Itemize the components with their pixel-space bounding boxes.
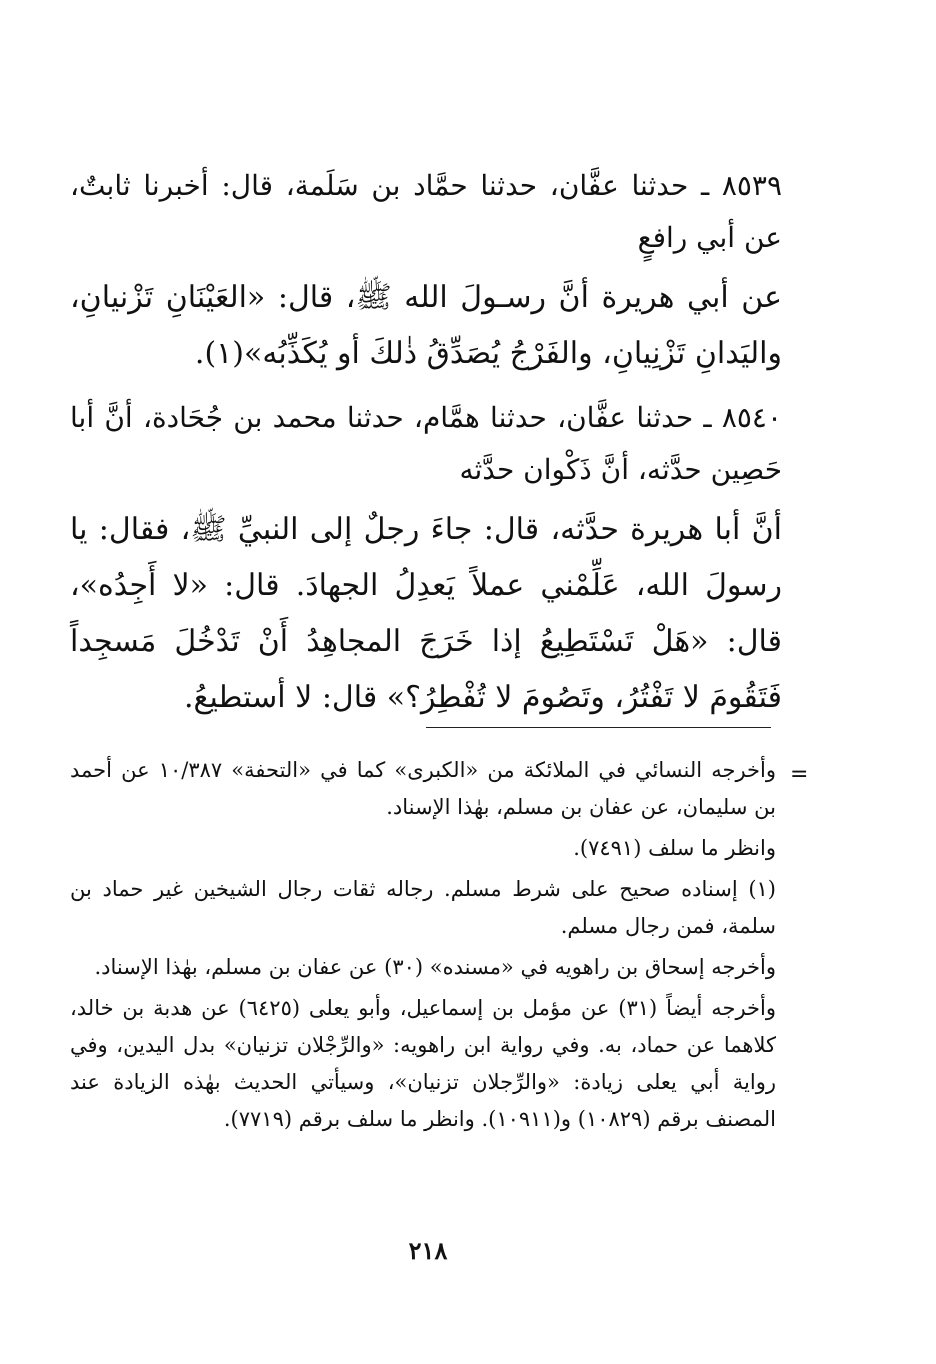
main-text xyxy=(70,160,782,736)
footnote-paragraph: وأخرجه النسائي في الملائكة من «الكبرى» كما في «التحفة» ١٠/٣٨٧ عن أحمد بن سليمان، عن عفان بن مسلم، بهٰذا الإسناد. xyxy=(70,758,776,819)
footnote-paragraph: وانظر ما سلف (٧٤٩١). xyxy=(573,836,776,860)
footnote-continuation-mark: = xyxy=(790,762,809,787)
hadith-8539-isnad: ٨٥٣٩ ـ حدثنا عفَّان، حدثنا حمَّاد بن سَلَمة، قال: أخبرنا ثابتٌ، عن أبي رافعٍ xyxy=(70,169,782,254)
footnote-divider xyxy=(426,727,771,728)
hadith-8540-isnad: ٨٥٤٠ ـ حدثنا عفَّان، حدثنا همَّام، حدثنا محمد بن جُحَادة، أنَّ أبا حَصِين حدَّثه، أنَّ ذَكْوان حدَّثه xyxy=(70,401,782,486)
footnote-paragraph: وأخرجه أيضاً (٣١) عن مؤمل بن إسماعيل، وأبو يعلى (٦٤٢٥) عن هدبة بن خالد، كلاهما عن حماد، به. وفي رواية ابن راهويه: «والرِّجْلان تزنيان» بدل اليدين، وفي رواية أبي يعلى زيادة: «والرِّجلان تزنيان»، وسيأتي الحديث بهٰذه الزيادة عند المصنف برقم (١٠٨٢٩) و(١٠٩١١). وانظر ما سلف برقم (٧٧١٩). xyxy=(70,996,777,1131)
hadith-8540-matn: أنَّ أبا هريرة حدَّثه، قال: جاءَ رجلٌ إلى النبيِّ ﷺ، فقال: يا رسولَ الله، عَلِّمْني عملاً يَعدِلُ الجهادَ. قال: «لا أَجِدُه»، قال: «هَلْ تَسْتَطِيعُ إذا خَرَجَ المجاهِدُ أَنْ تَدْخُلَ مَسجِداً فَتَقُومَ لا تَفْتُرُ، وتَصُومَ لا تُفْطِرُ؟» قال: لا أستطيعُ. xyxy=(70,512,782,715)
page-number: ٢١٨ xyxy=(408,1236,448,1265)
footnote-paragraph: (١) إسناده صحيح على شرط مسلم. رجاله ثقات رجال الشيخين غير حماد بن سلمة، فمن رجال مسلم. xyxy=(70,877,776,938)
footnote-paragraph: وأخرجه إسحاق بن راهويه في «مسنده» (٣٠) عن عفان بن مسلم، بهٰذا الإسناد. xyxy=(94,955,776,979)
hadith-8539-matn: عن أبي هريرة أنَّ رسـولَ الله ﷺ، قال: «العَيْنَانِ تَزْنيانِ، واليَدانِ تَزْنِيانِ، والفَرْجُ يُصَدِّقُ ذٰلكَ أو يُكَذِّبُه»(١). xyxy=(70,280,782,371)
footnotes xyxy=(70,752,776,1142)
